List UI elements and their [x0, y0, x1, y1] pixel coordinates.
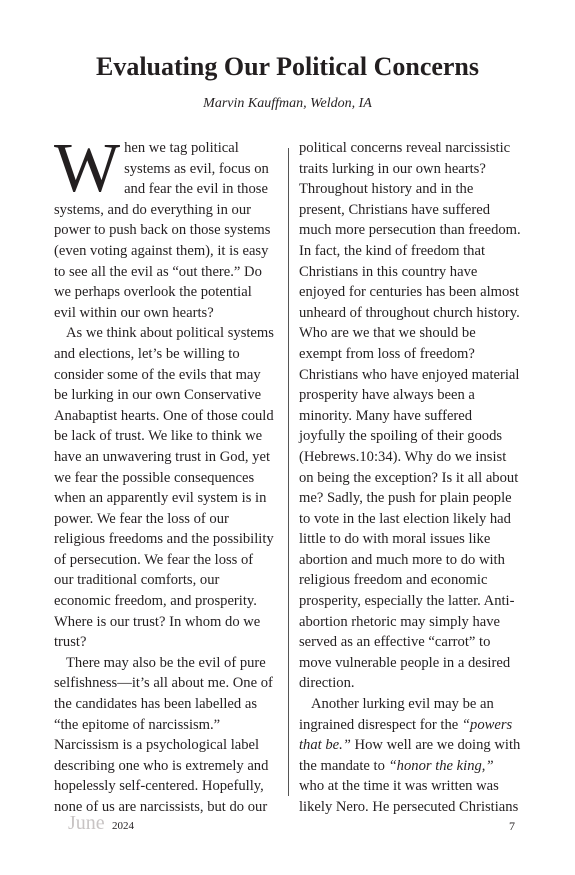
drop-cap: W — [54, 130, 121, 207]
quote-powers-that-be: “powers that be.” — [299, 716, 513, 754]
paragraph-text: How well are we doing with the mandate to — [299, 737, 521, 774]
paragraph — [299, 694, 521, 818]
paragraph-text: hen we tag political systems as evil, focus on and fear the evil in those systems, and do everything in our power to push back on those systems (even voting against them), it is easy to see all the evil as “out there.” Do we perhaps overlook the potential evil within our own hearts? — [54, 140, 271, 321]
page-number: 7 — [509, 819, 515, 833]
paragraph-text: who at the time it was written was likely Nero. He persecuted Christians — [299, 778, 519, 815]
paragraph: There may also be the evil of pure selfishness—it’s all about me. One of the candidates has been labelled as “the epitome of narcissism.” Narcissism is a psychological label describing one who is extremely and hopelessly self-centered. Hopefully, none of us are narcissists, but do our — [54, 654, 273, 815]
left-column — [54, 130, 276, 818]
paragraph: As we think about political systems and elections, let’s be willing to consider some of the evils that may be lurking in our own Conservative Anabaptist hearts. One of those could be lack of trust. We like to think we have an unwavering trust in God, yet we fear the possible consequences when an apparently evil system is in power. We fear the loss of our religious freedoms and the possibility of persecution. We fear the loss of our traditional comforts, our economic freedom, and prosperity. Where is our trust? In whom do we trust? — [54, 325, 274, 651]
footer-month: June — [68, 812, 105, 834]
paragraph: political concerns reveal narcissistic traits lurking in our own hearts? Throughout history and in the present, Christians have suffered much more persecution than freedom. In fact, the kind of freedom that Christians in this country have enjoyed for centuries has been almost unheard of throughout church history. Who are we that we should be exempt from loss of freedom? Christians who have enjoyed material prosperity have always been a minority. Many have suffered joyfully the spoiling of their goods (Hebrews.10:34). Why do we insist on being the exception? Is it all about me? Sadly, the push for plain people to vote in the last election likely had little to do with moral issues like abortion and much more to do with religious freedom and economic prosperity, especially the latter. Anti-abortion rhetoric may simply have served as an effective “carrot” to move vulnerable people in a desired direction. — [299, 140, 521, 692]
right-column — [299, 138, 521, 818]
article-author: Marvin Kauffman, Weldon, IA — [203, 96, 372, 111]
column-divider — [288, 148, 289, 796]
paragraph-text: Another lurking evil may be an ingrained disrespect for the — [299, 696, 494, 733]
paragraph — [54, 130, 276, 323]
quote-honor-the-king: “honor the king,” — [388, 757, 494, 774]
footer-year: 2024 — [112, 820, 134, 832]
article-title: Evaluating Our Political Concerns — [95, 52, 480, 81]
